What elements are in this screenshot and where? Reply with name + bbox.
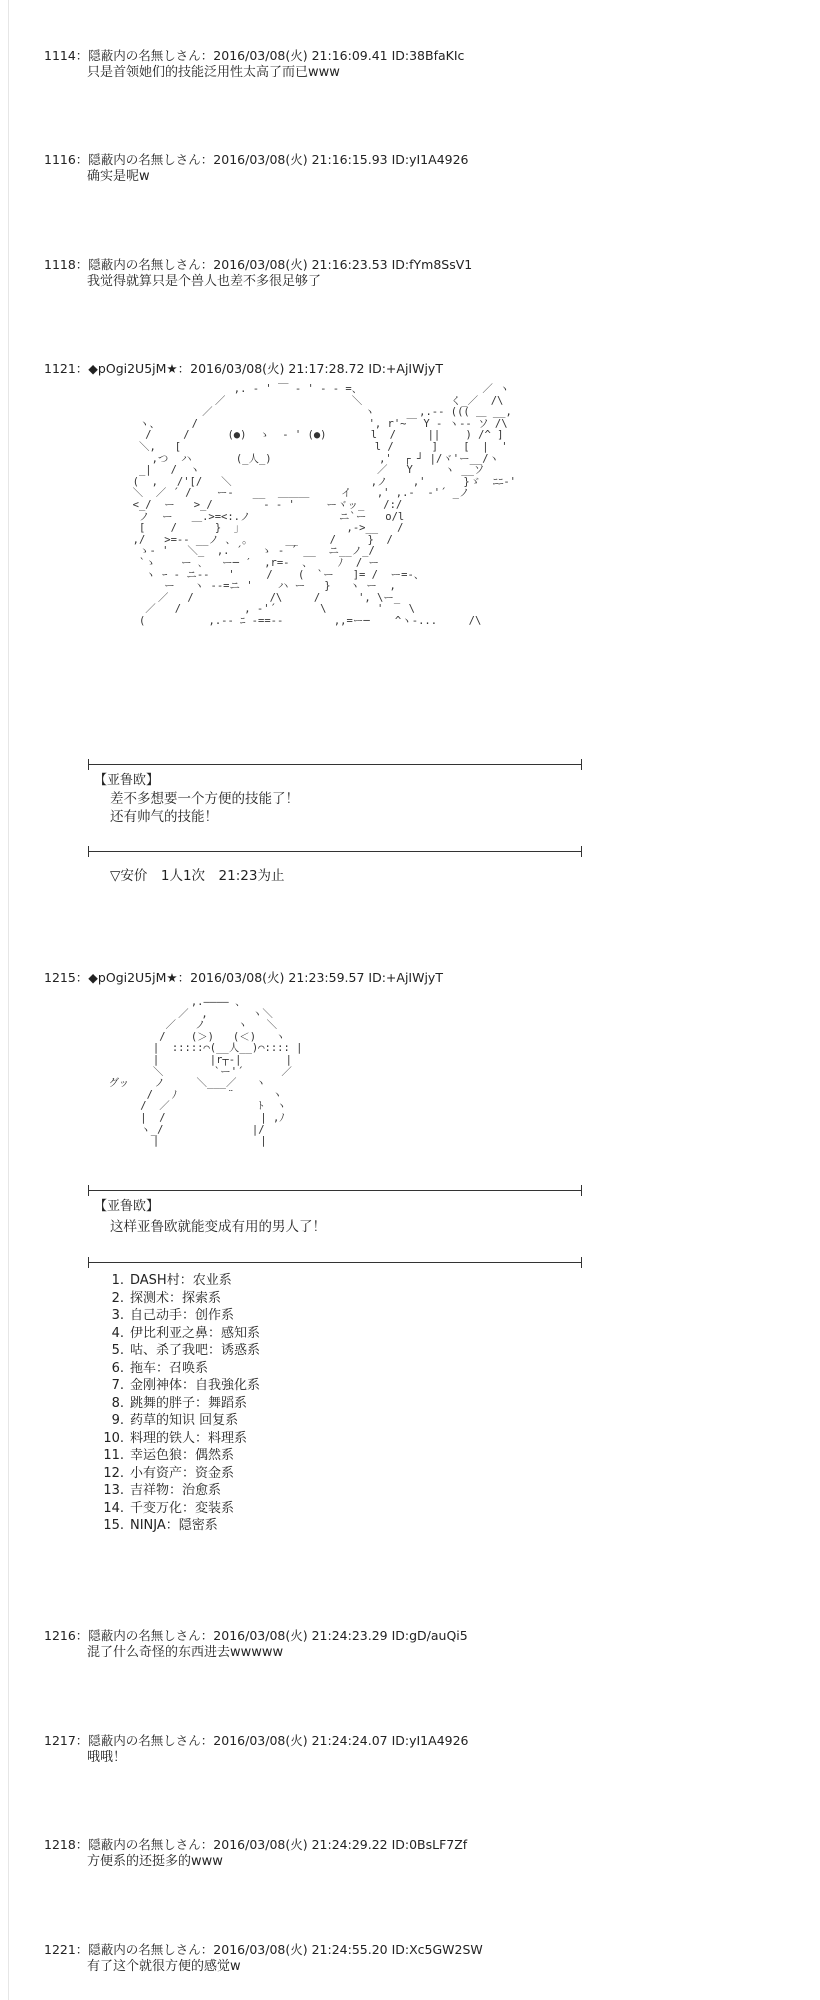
post-1118	[44, 256, 472, 291]
post-1215	[44, 969, 443, 986]
post-body: 方便系的还挺多的www	[87, 1854, 223, 1869]
frame-divider	[88, 1190, 582, 1191]
list-item: 14. 千变万化：変装系	[103, 1500, 235, 1516]
post-body: 有了这个就很方便的感觉w	[87, 1959, 241, 1974]
post-header: 1114：隠蔽内の名無しさん：2016/03/08(火) 21:16:09.41 ID:38BfaKIc	[44, 48, 465, 63]
list-item: 9. 药草的知识 回复系	[111, 1413, 239, 1428]
post-header: 1116：隠蔽内の名無しさん：2016/03/08(火) 21:16:15.93 ID:yI1A4926	[44, 152, 469, 167]
post-header: 1118：隠蔽内の名無しさん：2016/03/08(火) 21:16:23.53 ID:fYm8SsV1	[44, 257, 473, 272]
list-item: 7. 金刚神体：自我強化系	[111, 1378, 261, 1393]
list-item: 11. 幸运色狼：偶然系	[103, 1448, 235, 1463]
post-header: 1218：隠蔽内の名無しさん：2016/03/08(火) 21:24:29.22 ID:0BsLF7Zf	[44, 1837, 468, 1852]
list-item: 13. 吉祥物：治愈系	[103, 1483, 222, 1498]
speaker-label: 【亚鲁欧】	[94, 773, 160, 788]
speaker-label: 【亚鲁欧】	[94, 1199, 160, 1214]
list-item: 5. 咕、杀了我吧：诱惑系	[111, 1343, 261, 1358]
dialogue-line: 差不多想要一个方便的技能了！	[110, 791, 299, 807]
post-body: 混了什么奇怪的东西进去wwwww	[87, 1645, 284, 1660]
left-margin-rule	[8, 0, 9, 2000]
list-item: 8. 跳舞的胖子：舞蹈系	[111, 1395, 248, 1411]
post-1218	[44, 1836, 467, 1871]
skill-options-list	[94, 1272, 260, 1535]
list-item: 1. DASH村：农业系	[111, 1273, 232, 1288]
list-item: 15. NINJA：隠密系	[103, 1518, 218, 1533]
post-1114	[44, 47, 464, 82]
post-body: 我觉得就算只是个兽人也差不多很足够了	[87, 274, 322, 289]
post-1216	[44, 1627, 468, 1662]
post-header: 1216：隠蔽内の名無しさん：2016/03/08(火) 21:24:23.29 ID:gD/auQi5	[44, 1628, 468, 1643]
list-item: 2. 探测术：探索系	[111, 1290, 222, 1306]
post-body: 确实是呢w	[87, 169, 150, 184]
post-body: 哦哦！	[87, 1750, 127, 1765]
post-1217	[44, 1732, 469, 1767]
list-item: 3. 自己动手：创作系	[111, 1308, 235, 1323]
list-item: 4. 伊比利亚之鼻：感知系	[111, 1325, 261, 1341]
frame-divider	[88, 1262, 582, 1263]
post-header: 1221：隠蔽内の名無しさん：2016/03/08(火) 21:24:55.20 ID:Xc5GW2SW	[44, 1942, 483, 1957]
post-header: 1217：隠蔽内の名無しさん：2016/03/08(火) 21:24:24.07 ID:yI1A4926	[44, 1733, 469, 1748]
post-header: 1215：◆pOgi2U5jM★：2016/03/08(火) 21:23:59.57 ID:+AjIWjyT	[44, 970, 443, 985]
post-body: 只是首领她们的技能泛用性太高了而已www	[87, 65, 340, 80]
post-1221	[44, 1941, 483, 1976]
dialogue-line: 还有帅气的技能！	[110, 809, 218, 825]
list-item: 6. 拖车：召唤系	[111, 1360, 209, 1376]
post-header: 1121：◆pOgi2U5jM★：2016/03/08(火) 21:17:28.72 ID:+AjIWjyT	[44, 361, 443, 376]
post-1116	[44, 151, 469, 186]
ascii-art-face: ,.―――― 、 ／ , ヽ＼ ／ ノ ヽ ＼ / (＞) (＜) ヽ | :::::⌒(__人__)⌒:::: | | |r┬-| | ＼ `ー'´ ／ グッ ノ ＼___／ ヽ / ﾉ ¨ ヽ / ／ ﾄ ヽ | / | ,ﾉ ヽ_/ |/ | |	[108, 996, 303, 1148]
frame-divider	[88, 764, 582, 765]
list-item: 10. 料理的铁人：料理系	[103, 1430, 248, 1446]
list-item: 12. 小有资产：资金系	[103, 1465, 235, 1481]
ascii-art-muscle: ,. - ' ￣ ‐ ' - - =、 ／ ヽ ／ ＼ く_／ /\ ／ ヽ ,.-‐ ((( ＿ __, ヽ、 / ', r'~￣ Y ‐ ヽ-‐ ソ /\ / / (●) ゝ - ' (●) l / || ) /^ ] ＼, [ l / ] [ | ' ,つ ハ (_人_) ,' ┌ ┘ |/ヾ'ー__/ヽ _| / ヽ ／ Y ヽ __ソ ( , /'[/ ＼ ,ノ ,' }ゞ ﾆﾆ-' ＼ ／ ´ / ー- __ ＿＿＿ イ ,' ,.- ‐'´ _ノ <_/ ー >_/ ‐ ‐ ' ーヾッ_ /:/ ノ ー ＿.>=<:.ノ ニ`ー o/l [ / } ｣ ,->__ / ,/ >=-‐ __ノ 、 ｡ __ / } / ゝ- ' ＼_ ,. ´ ゝ ‐ ´ __ ニ__ノ_/ `ゝ ー ､ ー─ ′ ,r=‐ 、 ﾉ / ー ヽ ｰ - ニ-‐ ' / ( `ー ]= / ー=‐、 ー ヽ -‐=ニ ' ハ ー } ヽ ー , ／ / /\ / ', \ー_ ／ / , -'´ \ ' \ ( ,.-‐ ﾆ -==-- ,,=ー─ ^ヽ-... /\	[132, 383, 517, 627]
dialogue-line: 这样亚鲁欧就能变成有用的男人了！	[110, 1219, 326, 1235]
frame-divider	[88, 851, 582, 852]
post-1121	[44, 360, 443, 377]
vote-note: ▽安价 1人1次 21:23为止	[110, 868, 285, 884]
